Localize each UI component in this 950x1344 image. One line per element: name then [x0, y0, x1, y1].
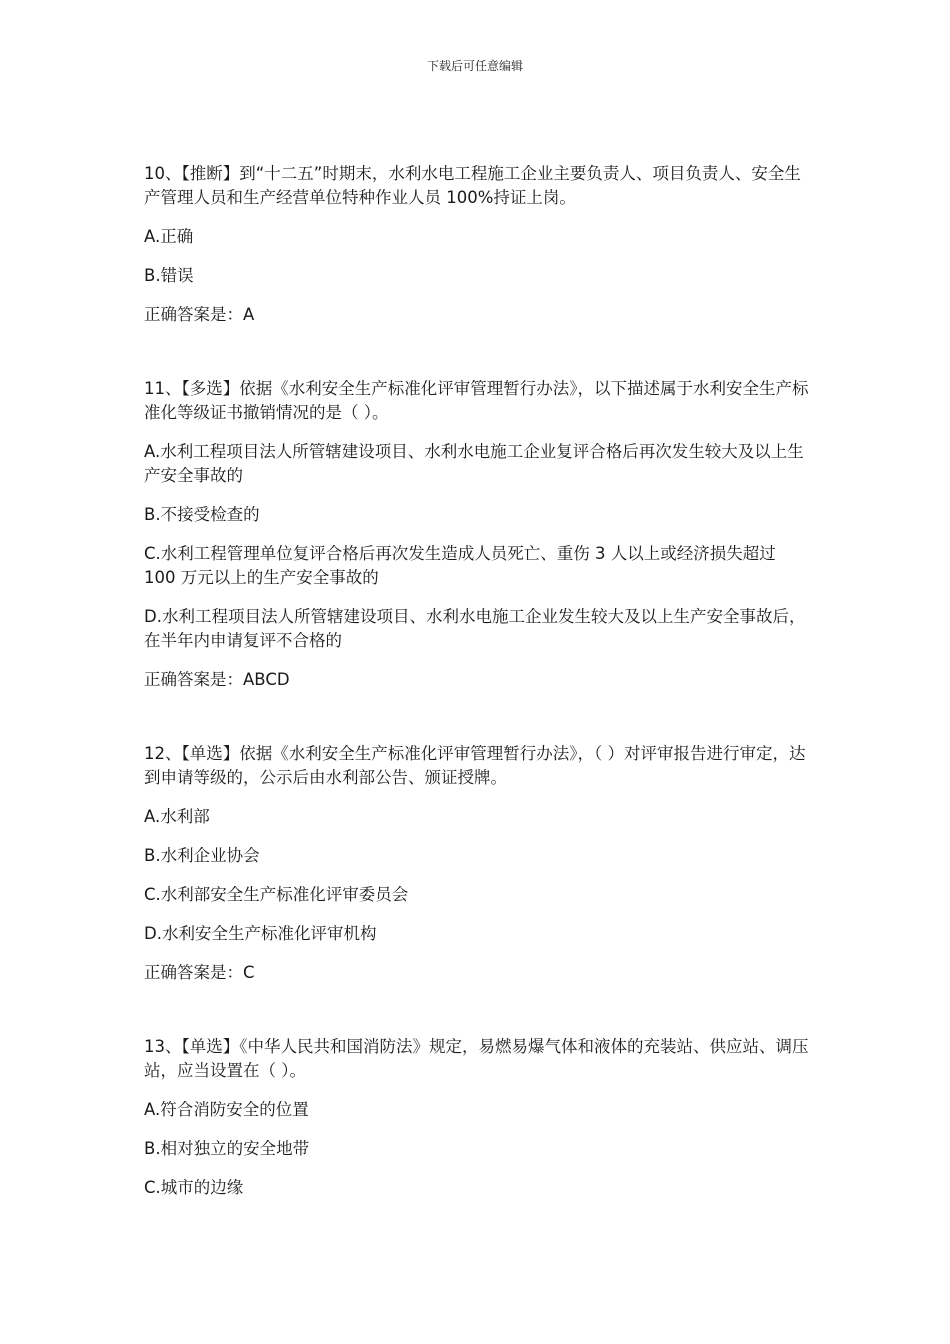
correct-answer: 正确答案是：ABCD — [144, 670, 290, 689]
option-d: D.水利安全生产标准化评审机构 — [144, 924, 377, 943]
question-list — [144, 162, 812, 1250]
option-d: D.水利工程项目法人所管辖建设项目、水利水电施工企业发生较大及以上生产安全事故后，在半年内申请复评不合格的 — [144, 607, 806, 650]
option-c: C.水利部安全生产标准化评审委员会 — [144, 885, 409, 904]
question-stem: 13、【单选】《中华人民共和国消防法》规定，易燃易爆气体和液体的充装站、供应站、调压站，应当设置在（ ）。 — [144, 1037, 809, 1080]
correct-answer: 正确答案是：A — [144, 305, 255, 324]
option-a: A.水利部 — [144, 807, 210, 826]
option-b: B.水利企业协会 — [144, 846, 260, 865]
question-12 — [144, 742, 812, 985]
correct-answer: 正确答案是：C — [144, 963, 255, 982]
option-b: B.不接受检查的 — [144, 505, 260, 524]
option-c: C.水利工程管理单位复评合格后再次发生造成人员死亡、重伤 3 人以上或经济损失超过 100 万元以上的生产安全事故的 — [144, 544, 776, 587]
option-c: C.城市的边缘 — [144, 1178, 244, 1197]
question-stem: 11、【多选】依据《水利安全生产标准化评审管理暂行办法》，以下描述属于水利安全生产标准化等级证书撤销情况的是（ ）。 — [144, 379, 809, 422]
option-b: B.错误 — [144, 266, 194, 285]
option-a: A.水利工程项目法人所管辖建设项目、水利水电施工企业复评合格后再次发生较大及以上生产安全事故的 — [144, 442, 804, 485]
question-10 — [144, 162, 812, 327]
header-note: 下载后可任意编辑 — [426, 59, 523, 73]
option-a: A.正确 — [144, 227, 194, 246]
question-13 — [144, 1035, 812, 1200]
option-a: A.符合消防安全的位置 — [144, 1100, 309, 1119]
question-stem: 12、【单选】依据《水利安全生产标准化评审管理暂行办法》，（ ）对评审报告进行审定，达到申请等级的，公示后由水利部公告、颁证授牌。 — [144, 744, 806, 787]
question-11 — [144, 377, 812, 692]
question-stem: 10、【推断】到“十二五”时期末，水利水电工程施工企业主要负责人、项目负责人、安全生产管理人员和生产经营单位特种作业人员 100%持证上岗。 — [144, 164, 801, 207]
option-b: B.相对独立的安全地带 — [144, 1139, 310, 1158]
